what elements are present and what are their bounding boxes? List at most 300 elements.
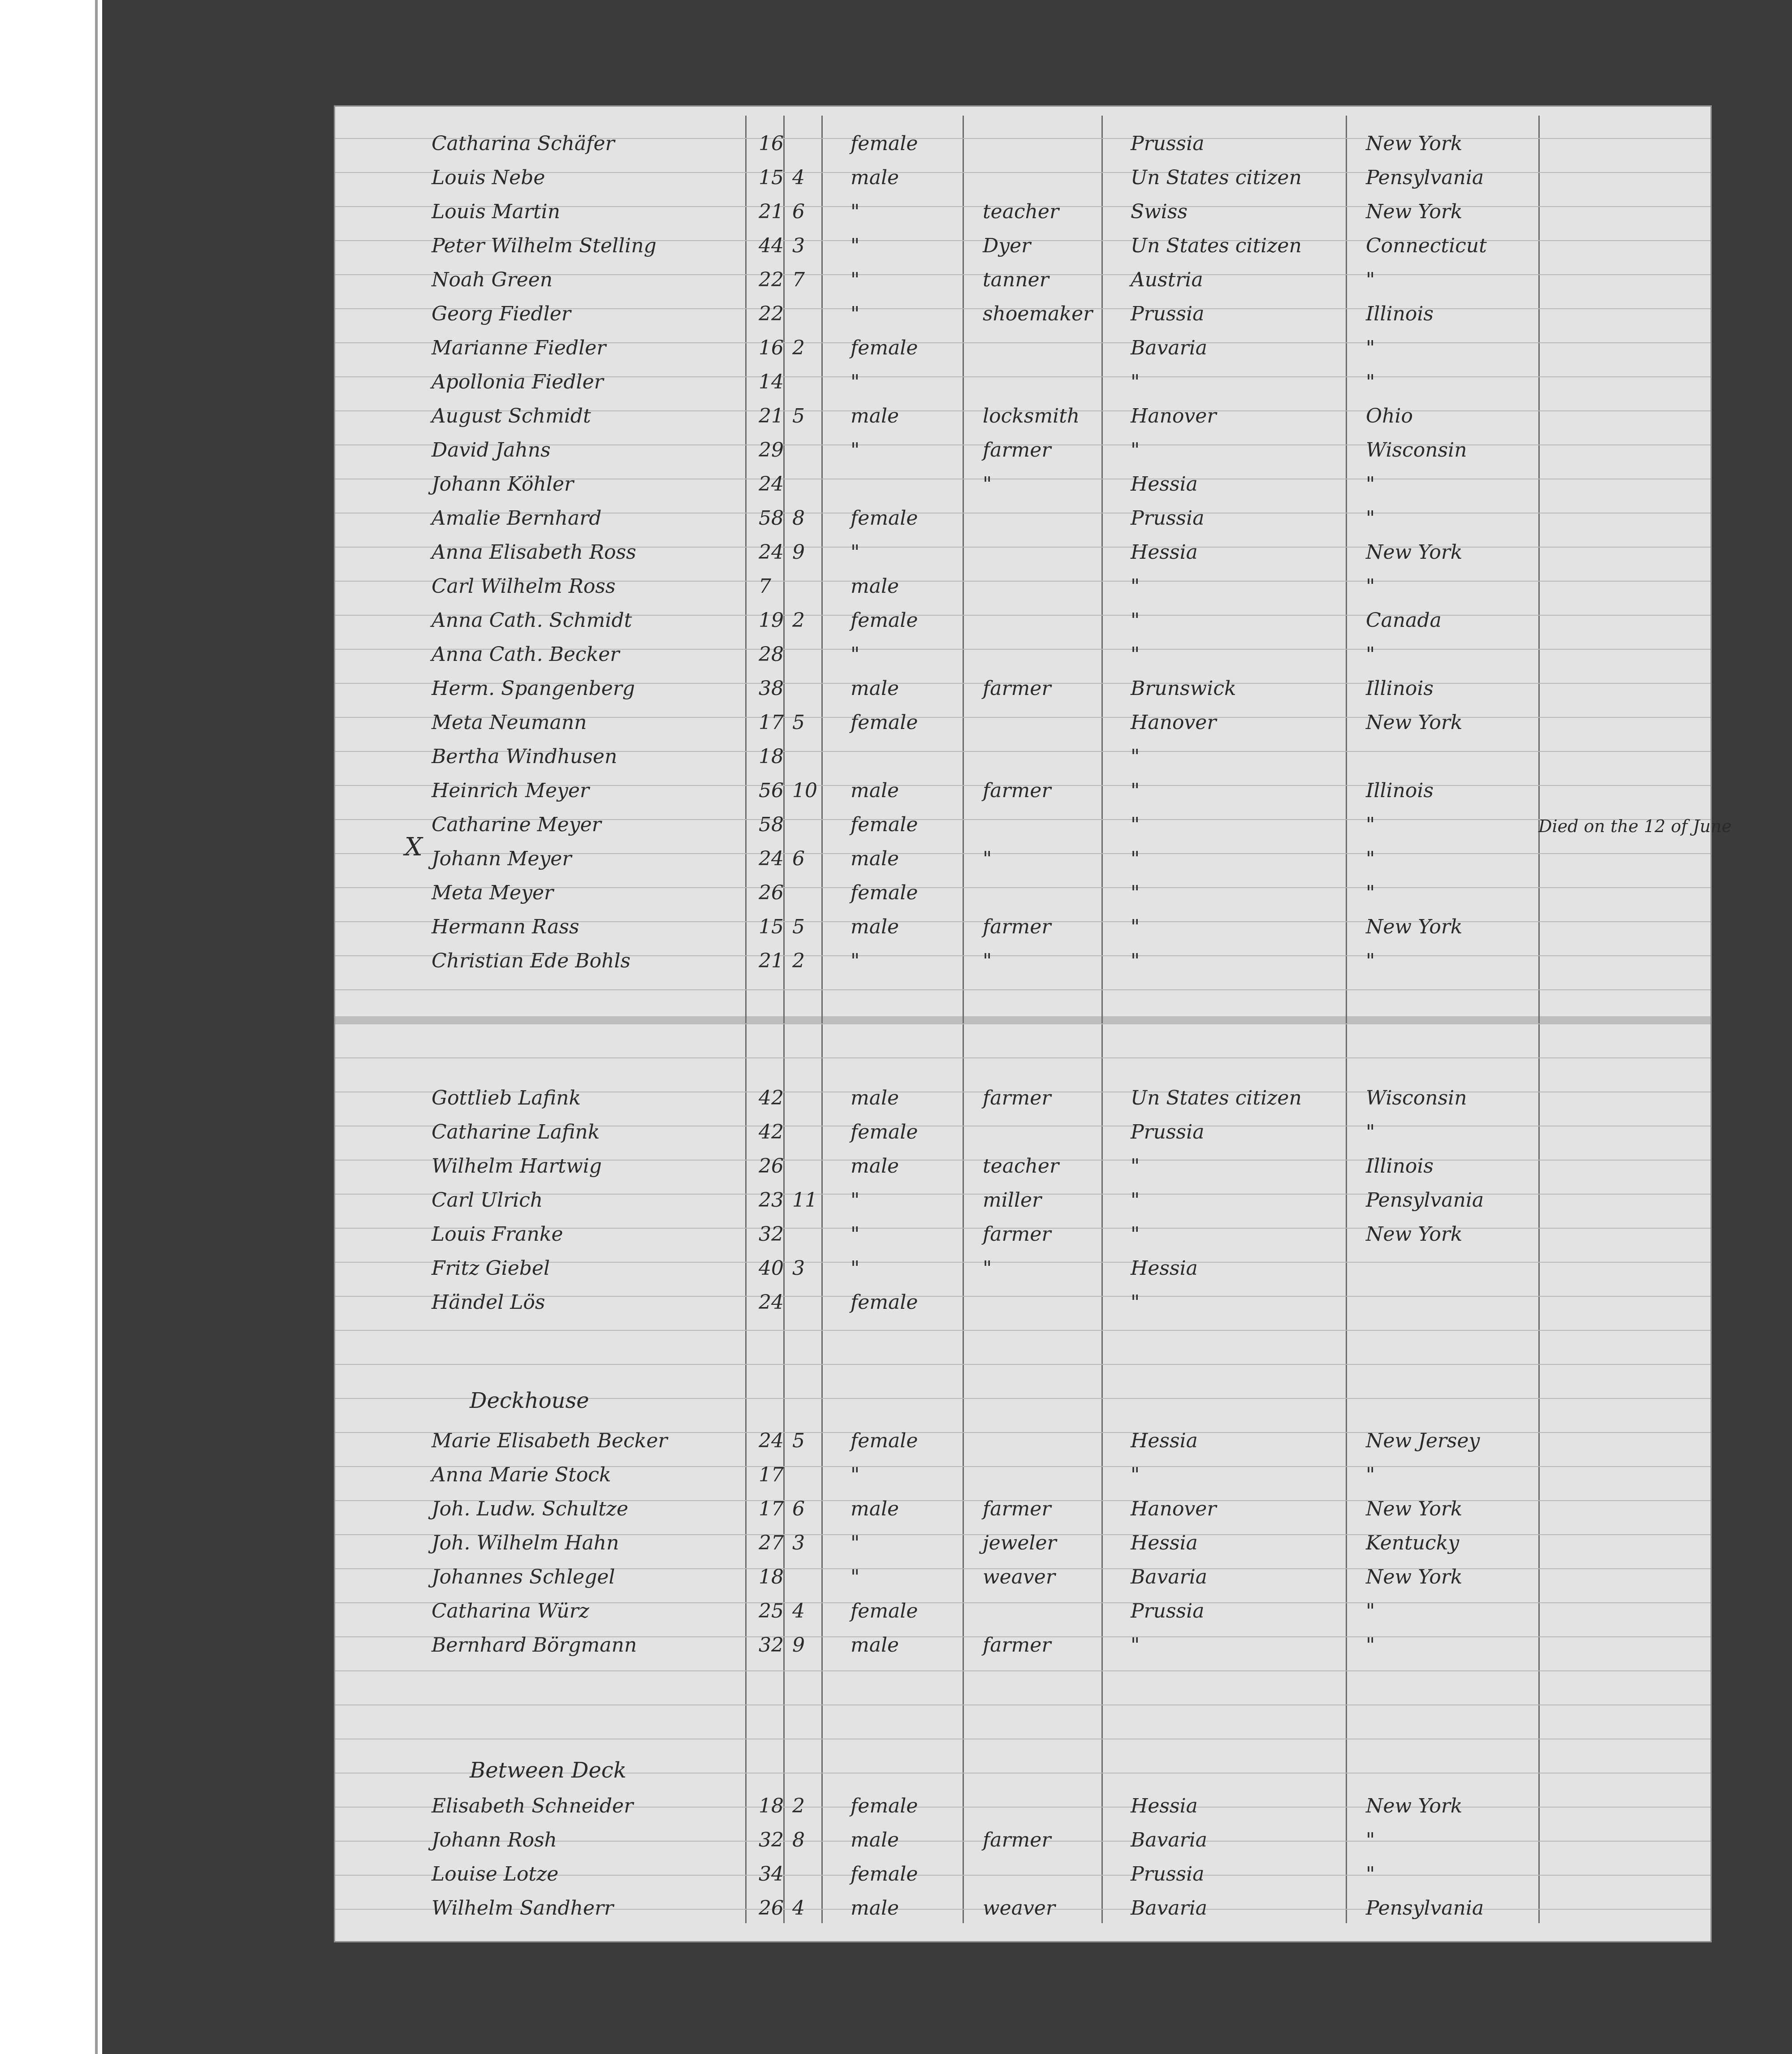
passenger-row bbox=[335, 431, 1710, 465]
passenger-sex: female bbox=[851, 1863, 918, 1886]
ruled-line bbox=[335, 1057, 1710, 1058]
destination: " bbox=[1366, 1463, 1375, 1486]
passenger-occupation: farmer bbox=[983, 439, 1051, 462]
passenger-age: 25 bbox=[759, 1600, 784, 1622]
passenger-row bbox=[335, 840, 1710, 874]
passenger-row bbox=[335, 1821, 1710, 1855]
passenger-row bbox=[335, 1524, 1710, 1558]
country-of-origin: Prussia bbox=[1131, 132, 1205, 155]
passenger-name: Wilhelm Sandherr bbox=[432, 1897, 614, 1920]
country-of-origin: Un States citizen bbox=[1131, 234, 1302, 257]
baggage-count: 3 bbox=[792, 1257, 805, 1280]
passenger-name: Joh. Wilhelm Hahn bbox=[432, 1532, 619, 1554]
passenger-name: Catharine Lafink bbox=[432, 1121, 600, 1144]
passenger-sex: female bbox=[851, 881, 918, 904]
baggage-count: 9 bbox=[792, 1634, 805, 1657]
passenger-name: Marie Elisabeth Becker bbox=[432, 1429, 668, 1452]
baggage-count: 4 bbox=[792, 166, 805, 189]
passenger-row bbox=[335, 1626, 1710, 1660]
passenger-sex: male bbox=[851, 1829, 899, 1851]
baggage-count: 2 bbox=[792, 1795, 805, 1817]
passenger-sex: female bbox=[851, 132, 918, 155]
passenger-age: 22 bbox=[759, 268, 784, 291]
manifest-page bbox=[334, 105, 1732, 1942]
destination: Illinois bbox=[1366, 1155, 1434, 1178]
country-of-origin: Prussia bbox=[1131, 302, 1205, 325]
country-of-origin: Hessia bbox=[1131, 541, 1198, 564]
passenger-sex: " bbox=[851, 1257, 860, 1280]
passenger-age: 40 bbox=[759, 1257, 784, 1280]
passenger-name: Carl Wilhelm Ross bbox=[432, 575, 616, 598]
baggage-count: 7 bbox=[792, 268, 805, 291]
passenger-occupation: " bbox=[983, 473, 992, 496]
passenger-age: 42 bbox=[759, 1087, 784, 1109]
baggage-count: 2 bbox=[792, 609, 805, 632]
country-of-origin: " bbox=[1131, 1155, 1140, 1178]
country-of-origin: Brunswick bbox=[1131, 677, 1236, 700]
passenger-name: Meta Neumann bbox=[432, 711, 587, 734]
destination: Illinois bbox=[1366, 779, 1434, 802]
passenger-age: 21 bbox=[759, 200, 784, 223]
baggage-count: 6 bbox=[792, 200, 805, 223]
passenger-row bbox=[335, 908, 1710, 942]
passenger-row bbox=[335, 1558, 1710, 1592]
baggage-count: 4 bbox=[792, 1600, 805, 1622]
passenger-name: Apollonia Fiedler bbox=[432, 371, 604, 393]
baggage-count: 3 bbox=[792, 1532, 805, 1554]
passenger-row bbox=[335, 1079, 1710, 1113]
country-of-origin: Prussia bbox=[1131, 1121, 1205, 1144]
passenger-age: 24 bbox=[759, 473, 784, 496]
passenger-age: 28 bbox=[759, 643, 784, 666]
country-of-origin: Hanover bbox=[1131, 711, 1217, 734]
passenger-name: Wilhelm Hartwig bbox=[432, 1155, 602, 1178]
passenger-name: Catharine Meyer bbox=[432, 813, 601, 836]
passenger-row bbox=[335, 1490, 1710, 1524]
passenger-sex: " bbox=[851, 234, 860, 257]
country-of-origin: Austria bbox=[1131, 268, 1203, 291]
passenger-age: 58 bbox=[759, 507, 784, 530]
passenger-sex: female bbox=[851, 1429, 918, 1452]
destination: New York bbox=[1366, 1497, 1463, 1520]
passenger-name: Johann Rosh bbox=[432, 1829, 557, 1851]
country-of-origin: " bbox=[1131, 575, 1140, 598]
passenger-age: 29 bbox=[759, 439, 784, 462]
passenger-sex: " bbox=[851, 302, 860, 325]
passenger-sex: " bbox=[851, 1566, 860, 1588]
passenger-name: Catharina Schäfer bbox=[432, 132, 615, 155]
country-of-origin: Hessia bbox=[1131, 1257, 1198, 1280]
passenger-sex: male bbox=[851, 405, 899, 427]
baggage-count: 5 bbox=[792, 915, 805, 938]
passenger-sex: " bbox=[851, 949, 860, 972]
passenger-sex: " bbox=[851, 1463, 860, 1486]
passenger-age: 58 bbox=[759, 813, 784, 836]
baggage-count: 5 bbox=[792, 1429, 805, 1452]
passenger-occupation: farmer bbox=[983, 915, 1051, 938]
passenger-age: 15 bbox=[759, 915, 784, 938]
passenger-sex: female bbox=[851, 1600, 918, 1622]
passenger-row bbox=[335, 261, 1710, 295]
passenger-occupation: weaver bbox=[983, 1897, 1055, 1920]
passenger-sex: " bbox=[851, 1532, 860, 1554]
passenger-name: Herm. Spangenberg bbox=[432, 677, 635, 700]
passenger-name: Bertha Windhusen bbox=[432, 745, 617, 768]
passenger-occupation: farmer bbox=[983, 779, 1051, 802]
ruled-line bbox=[335, 1364, 1710, 1365]
baggage-count: 2 bbox=[792, 337, 805, 359]
passenger-name: Anna Cath. Becker bbox=[432, 643, 620, 666]
passenger-row bbox=[335, 227, 1710, 261]
passenger-row bbox=[335, 772, 1710, 806]
passenger-sex: male bbox=[851, 779, 899, 802]
passenger-row bbox=[335, 738, 1710, 772]
country-of-origin: Bavaria bbox=[1131, 1829, 1207, 1851]
country-of-origin: Hanover bbox=[1131, 1497, 1217, 1520]
ruled-line bbox=[335, 1704, 1710, 1705]
passenger-name: Johannes Schlegel bbox=[432, 1566, 615, 1588]
passenger-row bbox=[335, 465, 1710, 499]
passenger-row bbox=[335, 601, 1710, 635]
passenger-name: Anna Elisabeth Ross bbox=[432, 541, 636, 564]
country-of-origin: " bbox=[1131, 609, 1140, 632]
passenger-sex: male bbox=[851, 1634, 899, 1657]
passenger-age: 24 bbox=[759, 541, 784, 564]
passenger-name: Johann Köhler bbox=[432, 473, 574, 496]
passenger-row bbox=[335, 942, 1710, 976]
passenger-row bbox=[335, 1889, 1710, 1923]
destination: " bbox=[1366, 507, 1375, 530]
country-of-origin: " bbox=[1131, 1634, 1140, 1657]
passenger-occupation: farmer bbox=[983, 1223, 1051, 1246]
passenger-row bbox=[335, 1787, 1710, 1821]
passenger-name: Fritz Giebel bbox=[432, 1257, 550, 1280]
passenger-age: 44 bbox=[759, 234, 784, 257]
country-of-origin: " bbox=[1131, 745, 1140, 768]
passenger-age: 23 bbox=[759, 1189, 784, 1212]
country-of-origin: Bavaria bbox=[1131, 1897, 1207, 1920]
passenger-sex: female bbox=[851, 813, 918, 836]
destination: Illinois bbox=[1366, 677, 1434, 700]
passenger-name: Hermann Rass bbox=[432, 915, 579, 938]
passenger-row bbox=[335, 1113, 1710, 1147]
passenger-sex: " bbox=[851, 643, 860, 666]
destination: " bbox=[1366, 1829, 1375, 1851]
country-of-origin: " bbox=[1131, 1291, 1140, 1314]
passenger-sex: " bbox=[851, 439, 860, 462]
passenger-row bbox=[335, 1215, 1710, 1249]
passenger-row bbox=[335, 703, 1710, 738]
country-of-origin: Bavaria bbox=[1131, 1566, 1207, 1588]
passenger-age: 34 bbox=[759, 1863, 784, 1886]
passenger-sex: male bbox=[851, 1897, 899, 1920]
country-of-origin: Hessia bbox=[1131, 1532, 1198, 1554]
passenger-age: 26 bbox=[759, 881, 784, 904]
country-of-origin: " bbox=[1131, 1463, 1140, 1486]
destination: " bbox=[1366, 813, 1375, 836]
section-heading-between-deck: Between Deck bbox=[470, 1758, 626, 1783]
passenger-row bbox=[335, 363, 1710, 397]
section-heading-deckhouse: Deckhouse bbox=[470, 1388, 589, 1413]
passenger-sex: male bbox=[851, 1087, 899, 1109]
passenger-age: 16 bbox=[759, 337, 784, 359]
country-of-origin: " bbox=[1131, 1223, 1140, 1246]
country-of-origin: Prussia bbox=[1131, 507, 1205, 530]
passenger-name: Meta Meyer bbox=[432, 881, 554, 904]
passenger-row bbox=[335, 159, 1710, 193]
destination: New York bbox=[1366, 1566, 1463, 1588]
ruled-line bbox=[335, 989, 1710, 990]
destination: " bbox=[1366, 1600, 1375, 1622]
destination: Pensylvania bbox=[1366, 1897, 1484, 1920]
passenger-row bbox=[335, 1147, 1710, 1181]
passenger-age: 32 bbox=[759, 1829, 784, 1851]
passenger-age: 16 bbox=[759, 132, 784, 155]
passenger-name: Carl Ulrich bbox=[432, 1189, 543, 1212]
passenger-occupation: teacher bbox=[983, 200, 1059, 223]
passenger-age: 17 bbox=[759, 1463, 784, 1486]
passenger-sex: " bbox=[851, 1189, 860, 1212]
passenger-row bbox=[335, 1855, 1710, 1889]
destination: " bbox=[1366, 473, 1375, 496]
passenger-sex: male bbox=[851, 1155, 899, 1178]
passenger-age: 38 bbox=[759, 677, 784, 700]
country-of-origin: Hessia bbox=[1131, 1429, 1198, 1452]
passenger-occupation: weaver bbox=[983, 1566, 1055, 1588]
passenger-row bbox=[335, 567, 1710, 601]
passenger-row bbox=[335, 125, 1710, 159]
destination: " bbox=[1366, 1863, 1375, 1886]
destination: " bbox=[1366, 337, 1375, 359]
passenger-occupation: shoemaker bbox=[983, 302, 1093, 325]
passenger-occupation: Dyer bbox=[983, 234, 1031, 257]
passenger-sex: male bbox=[851, 677, 899, 700]
country-of-origin: Prussia bbox=[1131, 1600, 1205, 1622]
destination: " bbox=[1366, 575, 1375, 598]
passenger-occupation: farmer bbox=[983, 1634, 1051, 1657]
passenger-name: Christian Ede Bohls bbox=[432, 949, 631, 972]
passenger-occupation: miller bbox=[983, 1189, 1042, 1212]
destination: Wisconsin bbox=[1366, 439, 1467, 462]
passenger-name: Bernhard Börgmann bbox=[432, 1634, 637, 1657]
passenger-name: August Schmidt bbox=[432, 405, 591, 427]
passenger-name: Anna Marie Stock bbox=[432, 1463, 611, 1486]
baggage-count: 5 bbox=[792, 711, 805, 734]
destination: New Jersey bbox=[1366, 1429, 1480, 1452]
country-of-origin: Un States citizen bbox=[1131, 1087, 1302, 1109]
destination: New York bbox=[1366, 200, 1463, 223]
passenger-age: 15 bbox=[759, 166, 784, 189]
baggage-count: 8 bbox=[792, 1829, 805, 1851]
passenger-row bbox=[335, 397, 1710, 431]
passenger-age: 32 bbox=[759, 1634, 784, 1657]
passenger-row bbox=[335, 1456, 1710, 1490]
passenger-sex: female bbox=[851, 609, 918, 632]
passenger-age: 42 bbox=[759, 1121, 784, 1144]
passenger-age: 21 bbox=[759, 405, 784, 427]
destination: " bbox=[1366, 268, 1375, 291]
country-of-origin: " bbox=[1131, 1189, 1140, 1212]
destination: " bbox=[1366, 847, 1375, 870]
ruled-line bbox=[335, 1023, 1710, 1024]
passenger-age: 24 bbox=[759, 847, 784, 870]
passenger-name: Heinrich Meyer bbox=[432, 779, 589, 802]
margin-mark: X bbox=[405, 833, 423, 862]
scanner-margin bbox=[0, 0, 102, 2054]
destination: New York bbox=[1366, 915, 1463, 938]
country-of-origin: Hessia bbox=[1131, 1795, 1198, 1817]
baggage-count: 5 bbox=[792, 405, 805, 427]
passenger-age: 24 bbox=[759, 1429, 784, 1452]
country-of-origin: " bbox=[1131, 881, 1140, 904]
destination: " bbox=[1366, 371, 1375, 393]
passenger-row bbox=[335, 635, 1710, 669]
passenger-sex: female bbox=[851, 1121, 918, 1144]
passenger-row bbox=[335, 1422, 1710, 1456]
destination: Ohio bbox=[1366, 405, 1413, 427]
passenger-age: 26 bbox=[759, 1897, 784, 1920]
passenger-sex: male bbox=[851, 575, 899, 598]
passenger-row bbox=[335, 669, 1710, 703]
passenger-row bbox=[335, 193, 1710, 227]
baggage-count: 6 bbox=[792, 1497, 805, 1520]
passenger-sex: female bbox=[851, 711, 918, 734]
passenger-age: 19 bbox=[759, 609, 784, 632]
passenger-row bbox=[335, 1249, 1710, 1283]
passenger-row bbox=[335, 499, 1710, 533]
passenger-sex: " bbox=[851, 371, 860, 393]
passenger-sex: " bbox=[851, 541, 860, 564]
country-of-origin: Un States citizen bbox=[1131, 166, 1302, 189]
remarks: Died on the 12 of June bbox=[1538, 816, 1732, 836]
country-of-origin: Hessia bbox=[1131, 473, 1198, 496]
passenger-row bbox=[335, 806, 1732, 840]
passenger-occupation: farmer bbox=[983, 1829, 1051, 1851]
passenger-name: Gottlieb Lafink bbox=[432, 1087, 581, 1109]
passenger-age: 18 bbox=[759, 1795, 784, 1817]
ruled-line bbox=[335, 1670, 1710, 1671]
country-of-origin: " bbox=[1131, 371, 1140, 393]
passenger-age: 18 bbox=[759, 1566, 784, 1588]
destination: " bbox=[1366, 949, 1375, 972]
passenger-age: 26 bbox=[759, 1155, 784, 1178]
passenger-occupation: " bbox=[983, 949, 992, 972]
passenger-row bbox=[335, 874, 1710, 908]
passenger-occupation: tanner bbox=[983, 268, 1049, 291]
passenger-name: Händel Lös bbox=[432, 1291, 545, 1314]
destination: " bbox=[1366, 1634, 1375, 1657]
passenger-age: 21 bbox=[759, 949, 784, 972]
passenger-age: 27 bbox=[759, 1532, 784, 1554]
country-of-origin: " bbox=[1131, 779, 1140, 802]
passenger-sex: female bbox=[851, 507, 918, 530]
passenger-age: 22 bbox=[759, 302, 784, 325]
passenger-sex: " bbox=[851, 1223, 860, 1246]
passenger-occupation: farmer bbox=[983, 1087, 1051, 1109]
passenger-name: Marianne Fiedler bbox=[432, 337, 606, 359]
country-of-origin: " bbox=[1131, 439, 1140, 462]
destination: Connecticut bbox=[1366, 234, 1487, 257]
passenger-sex: female bbox=[851, 1291, 918, 1314]
country-of-origin: " bbox=[1131, 643, 1140, 666]
destination: Pensylvania bbox=[1366, 1189, 1484, 1212]
passenger-row bbox=[335, 329, 1710, 363]
destination: Illinois bbox=[1366, 302, 1434, 325]
country-of-origin: " bbox=[1131, 949, 1140, 972]
passenger-sex: male bbox=[851, 1497, 899, 1520]
destination: " bbox=[1366, 881, 1375, 904]
ruled-line bbox=[335, 1330, 1710, 1331]
passenger-occupation: " bbox=[983, 1257, 992, 1280]
passenger-row bbox=[335, 1181, 1710, 1215]
passenger-occupation: farmer bbox=[983, 677, 1051, 700]
passenger-name: Peter Wilhelm Stelling bbox=[432, 234, 656, 257]
passenger-occupation: locksmith bbox=[983, 405, 1080, 427]
passenger-sex: female bbox=[851, 1795, 918, 1817]
destination: " bbox=[1366, 1121, 1375, 1144]
passenger-row bbox=[335, 1592, 1710, 1626]
baggage-count: 10 bbox=[792, 779, 817, 802]
baggage-count: 6 bbox=[792, 847, 805, 870]
passenger-age: 32 bbox=[759, 1223, 784, 1246]
destination: Wisconsin bbox=[1366, 1087, 1467, 1109]
passenger-age: 18 bbox=[759, 745, 784, 768]
passenger-occupation: teacher bbox=[983, 1155, 1059, 1178]
baggage-count: 3 bbox=[792, 234, 805, 257]
passenger-row bbox=[335, 533, 1710, 567]
country-of-origin: " bbox=[1131, 915, 1140, 938]
passenger-occupation: jeweler bbox=[983, 1532, 1057, 1554]
baggage-count: 9 bbox=[792, 541, 805, 564]
destination: New York bbox=[1366, 711, 1463, 734]
passenger-name: David Jahns bbox=[432, 439, 551, 462]
passenger-occupation: " bbox=[983, 847, 992, 870]
country-of-origin: Hanover bbox=[1131, 405, 1217, 427]
baggage-count: 8 bbox=[792, 507, 805, 530]
passenger-name: Amalie Bernhard bbox=[432, 507, 602, 530]
country-of-origin: " bbox=[1131, 847, 1140, 870]
passenger-age: 17 bbox=[759, 1497, 784, 1520]
passenger-sex: male bbox=[851, 915, 899, 938]
passenger-row bbox=[335, 295, 1710, 329]
country-of-origin: Swiss bbox=[1131, 200, 1188, 223]
destination: Kentucky bbox=[1366, 1532, 1460, 1554]
passenger-name: Anna Cath. Schmidt bbox=[432, 609, 632, 632]
country-of-origin: Prussia bbox=[1131, 1863, 1205, 1886]
passenger-age: 14 bbox=[759, 371, 784, 393]
passenger-sex: male bbox=[851, 847, 899, 870]
passenger-name: Noah Green bbox=[432, 268, 553, 291]
destination: New York bbox=[1366, 541, 1463, 564]
country-of-origin: Bavaria bbox=[1131, 337, 1207, 359]
baggage-count: 4 bbox=[792, 1897, 805, 1920]
destination: New York bbox=[1366, 1223, 1463, 1246]
passenger-name: Joh. Ludw. Schultze bbox=[432, 1497, 629, 1520]
baggage-count: 2 bbox=[792, 949, 805, 972]
passenger-age: 17 bbox=[759, 711, 784, 734]
passenger-row bbox=[335, 1283, 1710, 1317]
passenger-name: Georg Fiedler bbox=[432, 302, 571, 325]
passenger-sex: " bbox=[851, 268, 860, 291]
passenger-occupation: farmer bbox=[983, 1497, 1051, 1520]
passenger-name: Louise Lotze bbox=[432, 1863, 559, 1886]
passenger-name: Johann Meyer bbox=[432, 847, 572, 870]
destination: " bbox=[1366, 643, 1375, 666]
passenger-age: 7 bbox=[759, 575, 771, 598]
scanner-edge-line bbox=[95, 0, 98, 2054]
destination: New York bbox=[1366, 132, 1463, 155]
passenger-sex: female bbox=[851, 337, 918, 359]
